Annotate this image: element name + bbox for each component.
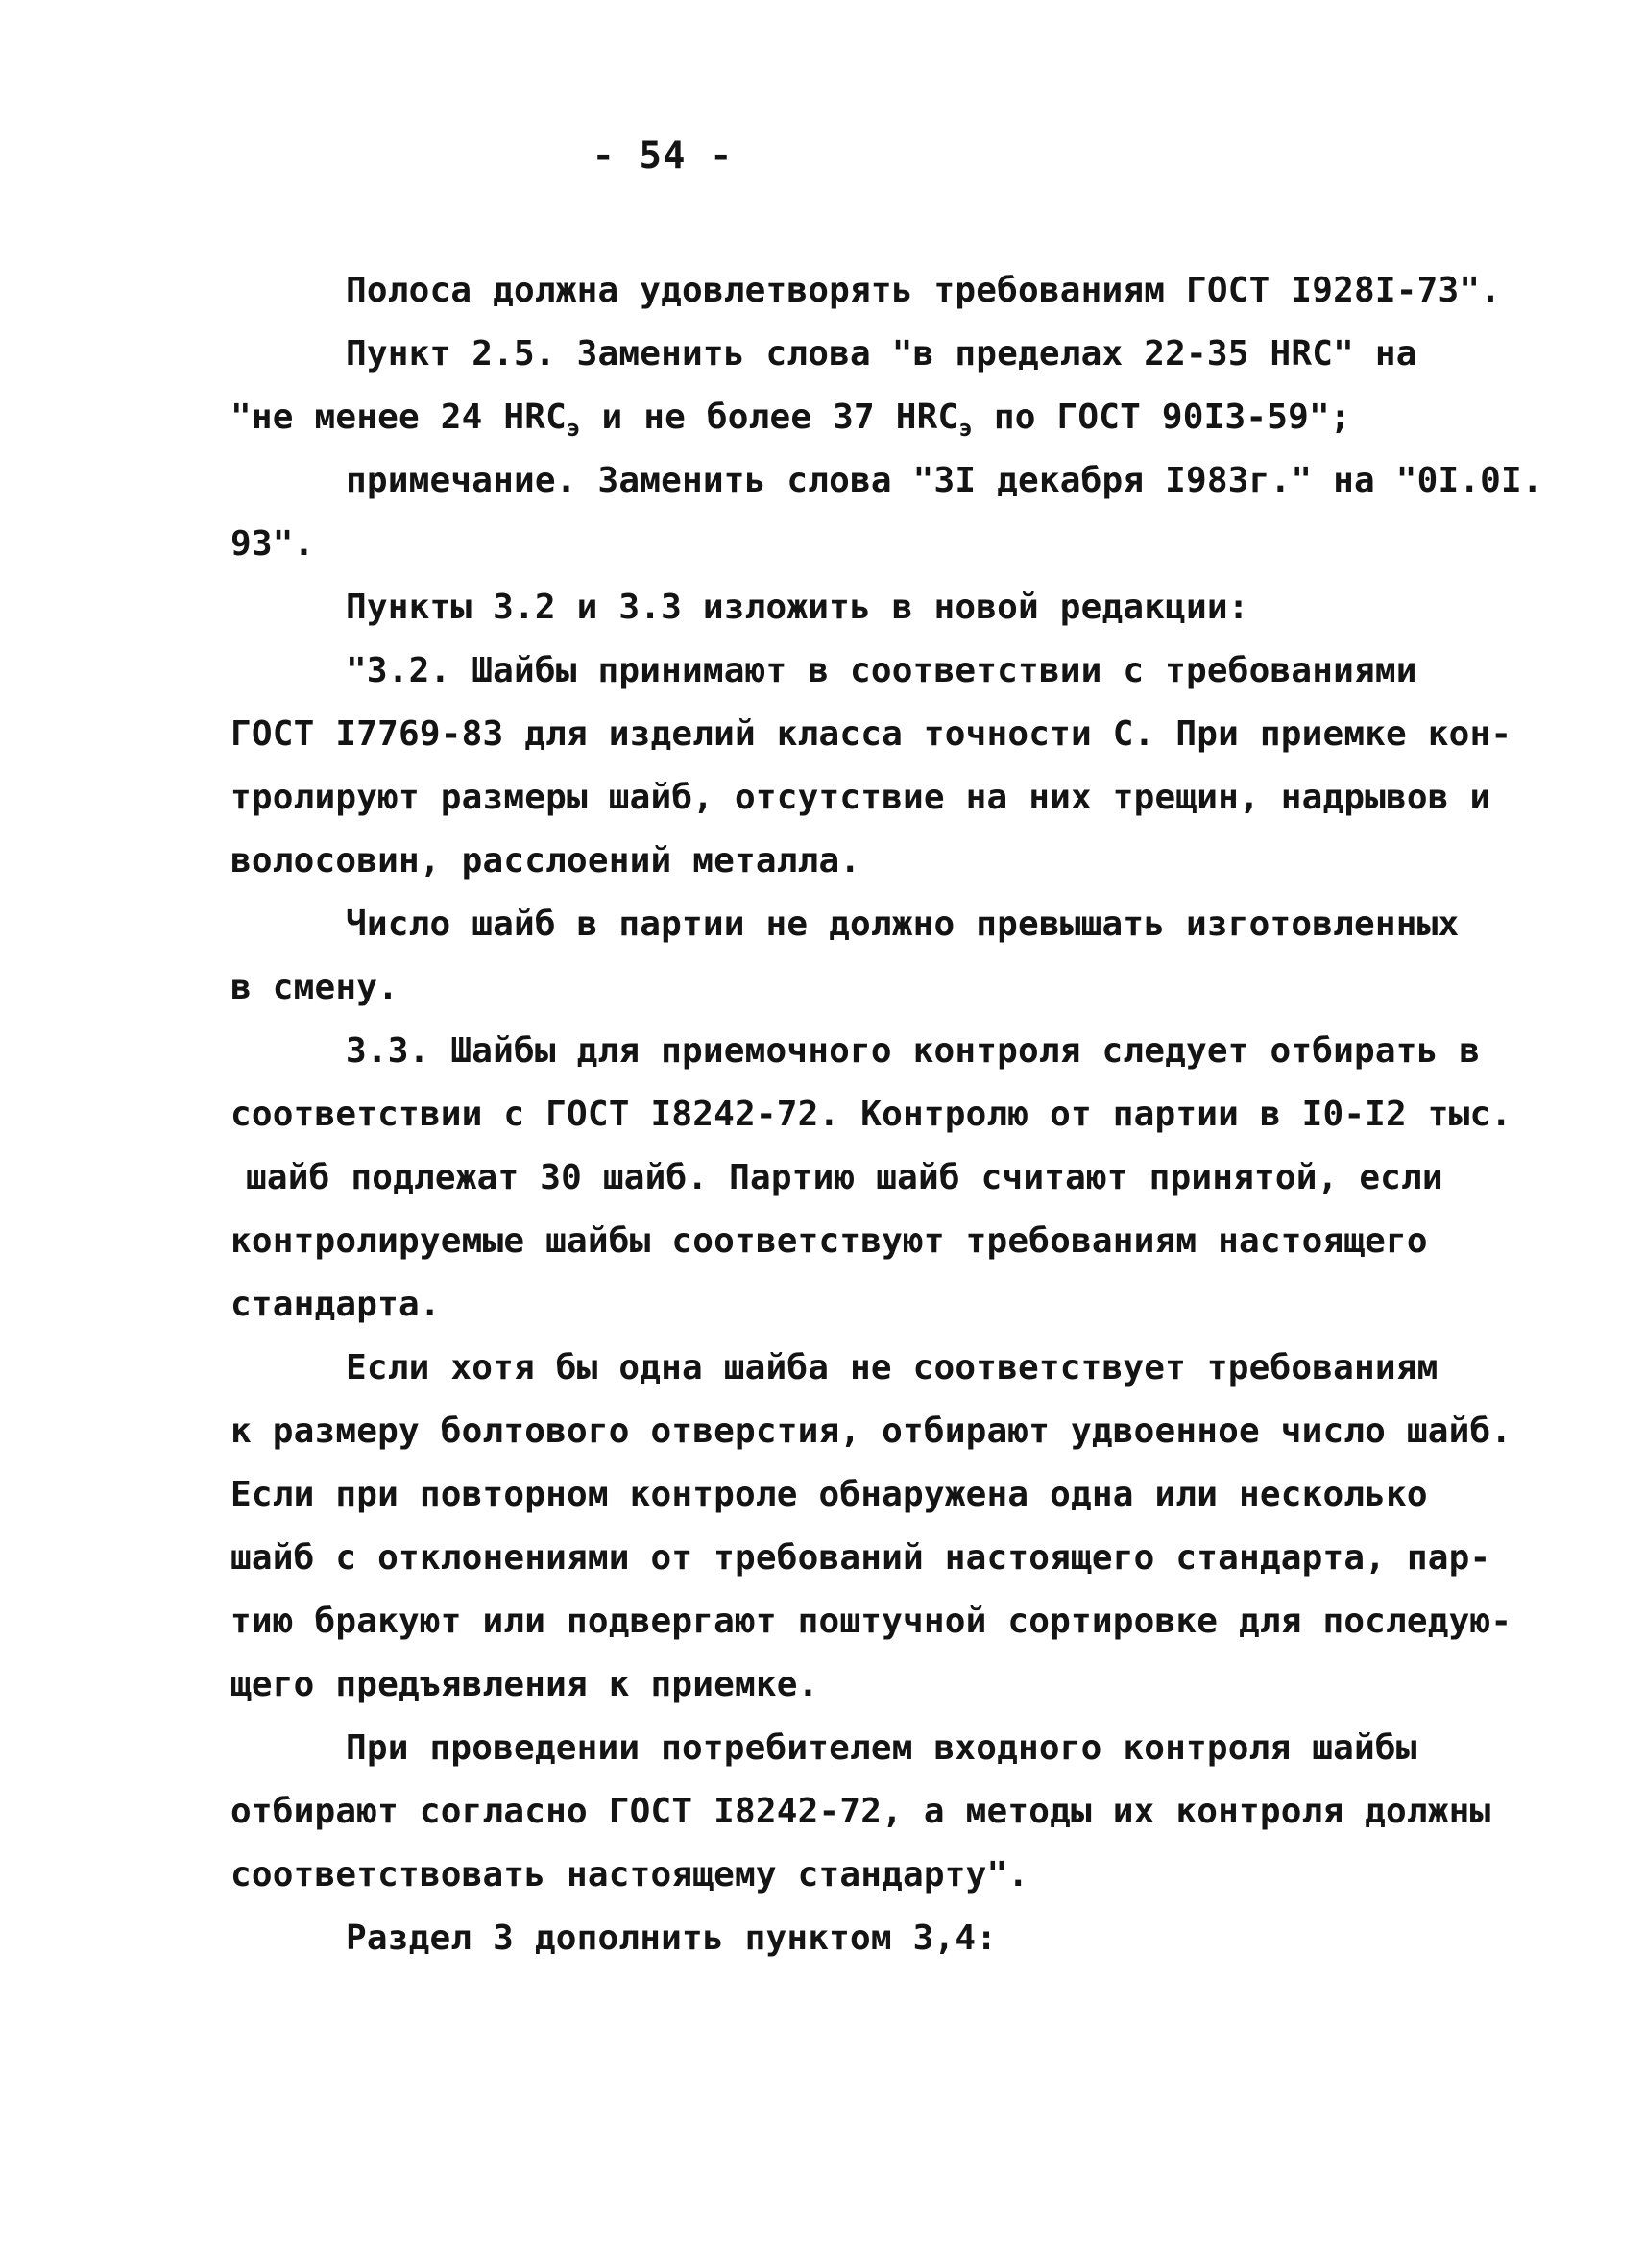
text-line-with-subscripts [230,386,1479,449]
text-line: к размеру болтового отверстия, отбирают удвоенное число шайб. [230,1411,1512,1451]
text-line: волосовин, расслоений металла. [230,841,861,881]
text-line: в смену. [230,968,399,1007]
text-line: Раздел 3 дополнить пунктом 3,4: [346,1918,998,1958]
text-line: соответствовать настоящему стандарту". [230,1855,1029,1894]
text-line: При проведении потребителем входного контроля шайбы [346,1728,1417,1768]
text-line: Число шайб в партии не должно превышать изготовленных [346,905,1460,944]
text-line: соответствии с ГОСТ I8242-72. Контролю от партии в I0-I2 тыс. [230,1095,1512,1134]
text-line: шайб подлежат 30 шайб. Партию шайб считают принятой, если [246,1158,1443,1197]
text-line: 3.3. Шайбы для приемочного контроля следует отбирать в [346,1031,1481,1071]
text-line: контролируемые шайбы соответствуют требованиям настоящего [230,1221,1428,1261]
text-fragment: и не более 37 HRC [580,398,959,437]
text-line: 93". [230,524,315,564]
text-line: Если хотя бы одна шайба не соответствует требованиям [346,1348,1439,1387]
text-line: шайб с отклонениями от требований настоящего стандарта, пар- [230,1538,1491,1578]
text-fragment: по ГОСТ 90I3-59"; [973,398,1351,437]
subscript: э [958,415,974,442]
page-number: - 54 - [592,134,734,178]
text-line: примечание. Заменить слова "3I декабря I983г." на "0I.0I. [346,461,1543,500]
text-line: Пункт 2.5. Заменить слова "в пределах 22-35 HRC" на [346,334,1417,374]
text-line: тролируют размеры шайб, отсутствие на них трещин, надрывов и [230,778,1491,817]
text-line: стандарта. [230,1285,441,1324]
text-line: отбирают согласно ГОСТ I8242-72, а методы их контроля должны [230,1792,1491,1831]
text-line: "3.2. Шайбы принимают в соответствии с требованиями [346,651,1417,690]
text-line: щего предъявления к приемке. [230,1665,819,1704]
text-line: ГОСТ I7769-83 для изделий класса точности С. При приемке кон- [230,714,1512,754]
text-line: Полоса должна удовлетворять требованиям ГОСТ I928I-73". [346,271,1502,310]
document-body [230,259,1543,1970]
text-line: Если при повторном контроле обнаружена одна или несколько [230,1475,1428,1514]
text-line: Пункты 3.2 и 3.3 изложить в новой редакции: [346,588,1249,627]
text-line: тию бракуют или подвергают поштучной сортировке для последую- [230,1602,1512,1641]
text-fragment: "не менее 24 HRC [230,398,567,437]
subscript: э [566,415,581,442]
